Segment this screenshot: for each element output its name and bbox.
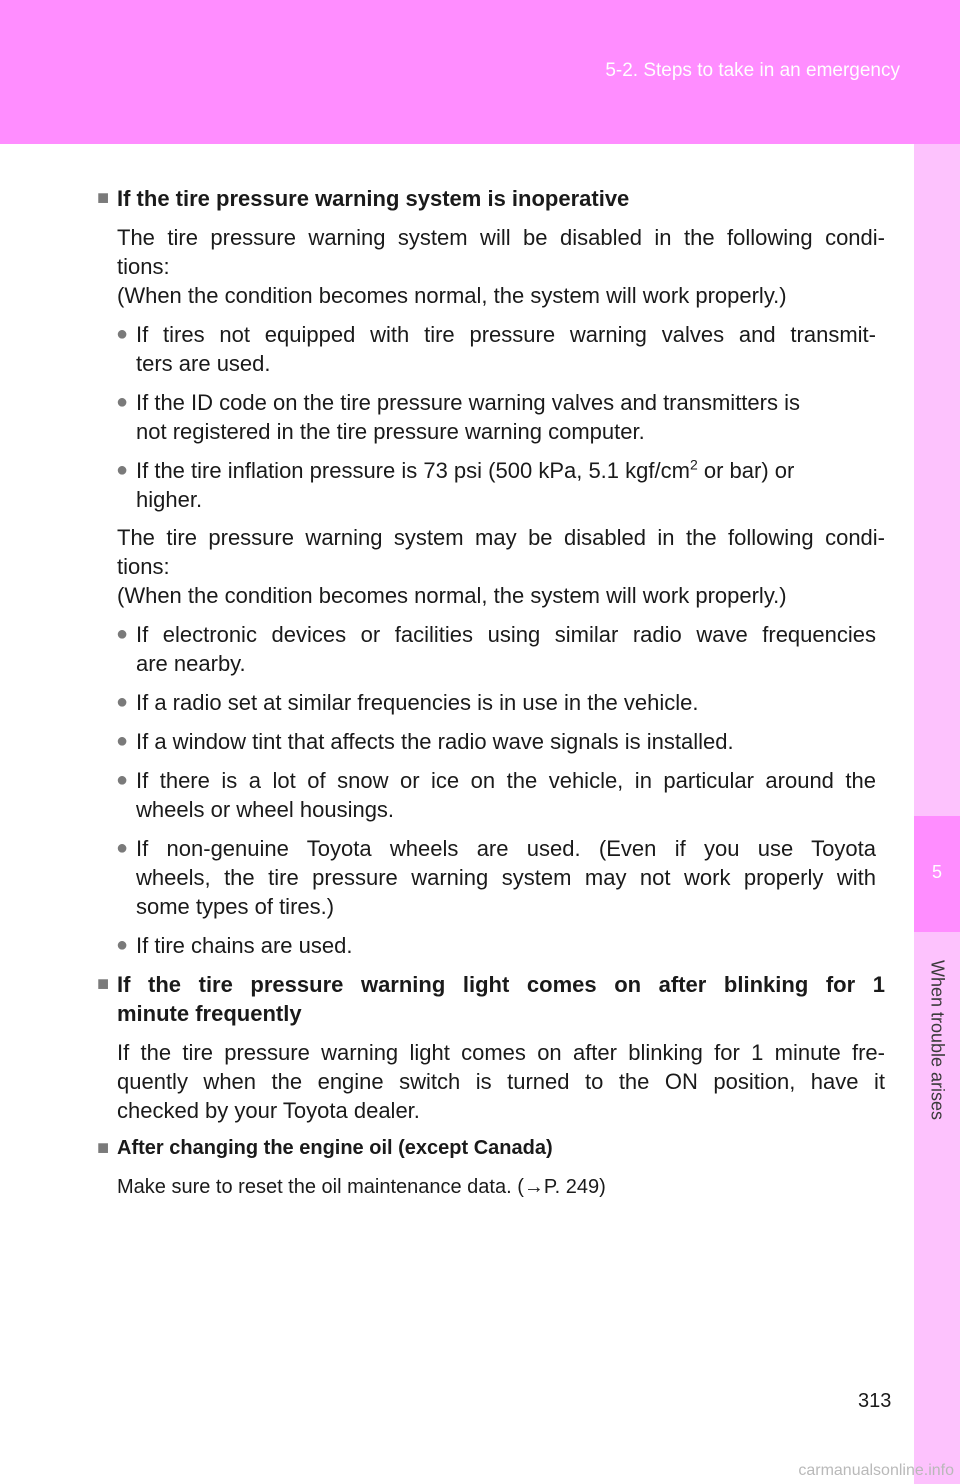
list-item: wheels or wheel housings.: [136, 797, 395, 822]
list-item: are nearby.: [136, 651, 246, 676]
list-text: or bar) or: [697, 458, 795, 483]
superscript: 2: [689, 456, 698, 473]
list-item: [136, 456, 794, 485]
list-item: not registered in the tire pressure warning computer.: [136, 419, 645, 444]
list-item: wheels, the tire pressure warning system may not work properly with: [136, 865, 876, 890]
list-item: If electronic devices or facilities using similar radio wave frequencies: [136, 622, 876, 647]
section-header: 5-2. Steps to take in an emergency: [605, 60, 900, 81]
list-item: higher.: [136, 487, 203, 512]
chapter-title: When trouble arises: [927, 959, 948, 1121]
bullet-icon: ●: [116, 691, 129, 713]
bullet-icon: ●: [116, 730, 129, 752]
paragraph-line: tions:: [117, 254, 170, 279]
list-item: some types of tires.): [136, 894, 335, 919]
list-text: If the tire inflation pressure is 73 psi (500 kPa, 5.1 kgf/cm: [136, 458, 690, 483]
list-item: If non-genuine Toyota wheels are used. (Even if you use Toyota: [136, 836, 876, 861]
paragraph-line: (When the condition becomes normal, the system will work properly.): [117, 283, 787, 308]
bullet-icon: ●: [116, 459, 129, 481]
list-item: If tire chains are used.: [136, 933, 353, 958]
bullet-icon: ●: [116, 391, 129, 413]
bullet-icon: ●: [116, 837, 129, 859]
section-heading: minute frequently: [117, 1001, 302, 1026]
paragraph-line: If the tire pressure warning light comes on after blinking for 1 minute fre-: [117, 1040, 885, 1065]
paragraph-line: Make sure to reset the oil maintenance data. (→P. 249): [117, 1176, 606, 1198]
bullet-icon: ●: [116, 769, 129, 791]
paragraph-line: The tire pressure warning system will be disabled in the following condi-: [117, 225, 885, 250]
side-tab-strip: [914, 144, 960, 1484]
watermark: carmanualsonline.info: [798, 1462, 954, 1479]
bullet-icon: ●: [116, 323, 129, 345]
paragraph-line: checked by your Toyota dealer.: [117, 1098, 420, 1123]
page-number: 313: [858, 1390, 892, 1412]
bullet-icon: ●: [116, 623, 129, 645]
paragraph-line: tions:: [117, 554, 170, 579]
list-item: If a window tint that affects the radio wave signals is installed.: [136, 729, 734, 754]
section-heading: After changing the engine oil (except Canada): [117, 1137, 553, 1159]
paragraph-line: The tire pressure warning system may be disabled in the following condi-: [117, 525, 885, 550]
paragraph-line: quently when the engine switch is turned to the ON position, have it: [117, 1069, 885, 1094]
list-item: If there is a lot of snow or ice on the vehicle, in particular around the: [136, 768, 876, 793]
square-marker-icon: ■: [97, 187, 110, 209]
list-item: ters are used.: [136, 351, 271, 376]
bullet-icon: ●: [116, 934, 129, 956]
section-heading: If the tire pressure warning light comes on after blinking for 1: [117, 972, 885, 997]
paragraph-line: (When the condition becomes normal, the system will work properly.): [117, 583, 787, 608]
list-item: If tires not equipped with tire pressure warning valves and transmit-: [136, 322, 876, 347]
list-item: If a radio set at similar frequencies is in use in the vehicle.: [136, 690, 699, 715]
chapter-number: 5: [931, 862, 942, 882]
square-marker-icon: ■: [97, 1137, 110, 1159]
list-item: If the ID code on the tire pressure warning valves and transmitters is: [136, 390, 800, 415]
square-marker-icon: ■: [97, 973, 110, 995]
section-heading: If the tire pressure warning system is inoperative: [117, 186, 630, 211]
